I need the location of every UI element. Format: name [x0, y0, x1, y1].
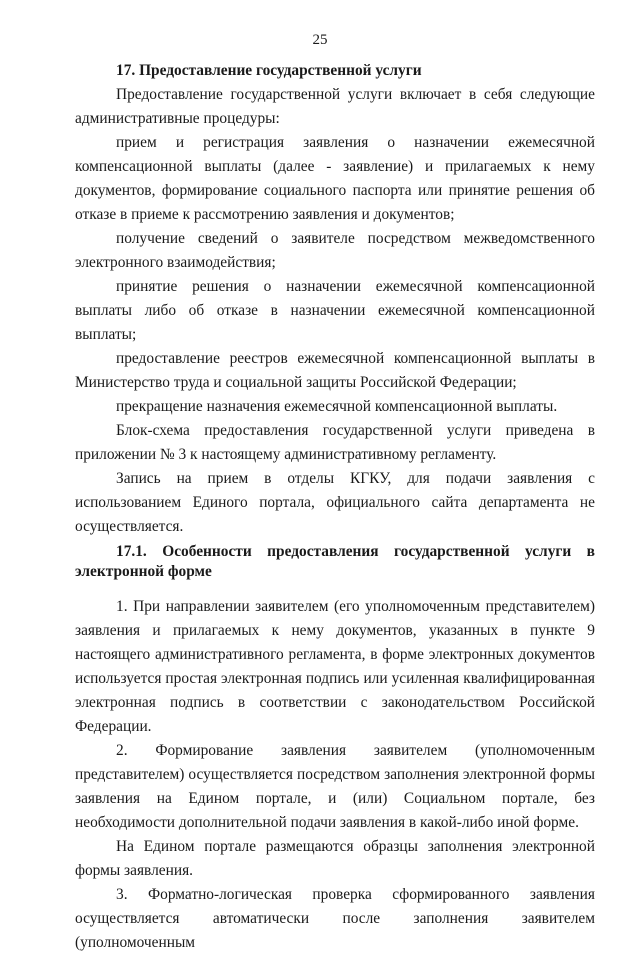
- paragraph: 3. Форматно-логическая проверка сформированного заявления осуществляется автоматически после заполнения заявителем (уполномоченным: [75, 886, 595, 951]
- paragraph: 2. Формирование заявления заявителем (уполномоченным представителем) осуществляется посредством заполнения электронной формы заявления на Едином портале, и (или) Социальном портале, без необходимости дополнительной подачи заявления в какой-либо иной форме.: [75, 742, 595, 831]
- paragraph: На Едином портале размещаются образцы заполнения электронной формы заявления.: [75, 838, 595, 879]
- section-heading-17-1: 17.1. Особенности предоставления государственной услуги в электронной форме: [75, 543, 595, 580]
- paragraph: Блок-схема предоставления государственной услуги приведена в приложении № 3 к настоящему административному регламенту.: [75, 422, 595, 463]
- section-heading-17: 17. Предоставление государственной услуги: [116, 62, 422, 79]
- page-body: [75, 59, 595, 955]
- paragraph: прием и регистрация заявления о назначении ежемесячной компенсационной выплаты (далее - заявление) и прилагаемых к нему документов, формирование социального паспорта или принятие решения об отказе в приеме к рассмотрению заявления и документов;: [75, 134, 595, 223]
- paragraph: Запись на прием в отделы КГКУ, для подачи заявления с использованием Единого портала, официального сайта департамента не осуществляется.: [75, 470, 595, 535]
- page-number: 25: [312, 32, 328, 48]
- paragraph: предоставление реестров ежемесячной компенсационной выплаты в Министерство труда и социальной защиты Российской Федерации;: [75, 350, 595, 391]
- paragraph: принятие решения о назначении ежемесячной компенсационной выплаты либо об отказе в назначении ежемесячной компенсационной выплаты;: [75, 278, 595, 343]
- paragraph: 1. При направлении заявителем (его уполномоченным представителем) заявления и прилагаемых к нему документов, указанных в пункте 9 настоящего административного регламента, в форме электронных документов используется простая электронная подпись или усиленная квалифицированная электронная подпись в соответствии с законодательством Российской Федерации.: [75, 598, 595, 735]
- paragraph: получение сведений о заявителе посредством межведомственного электронного взаимодействия;: [75, 230, 595, 271]
- paragraph: Предоставление государственной услуги включает в себя следующие административные процедуры:: [75, 86, 595, 127]
- paragraph: прекращение назначения ежемесячной компенсационной выплаты.: [116, 398, 558, 415]
